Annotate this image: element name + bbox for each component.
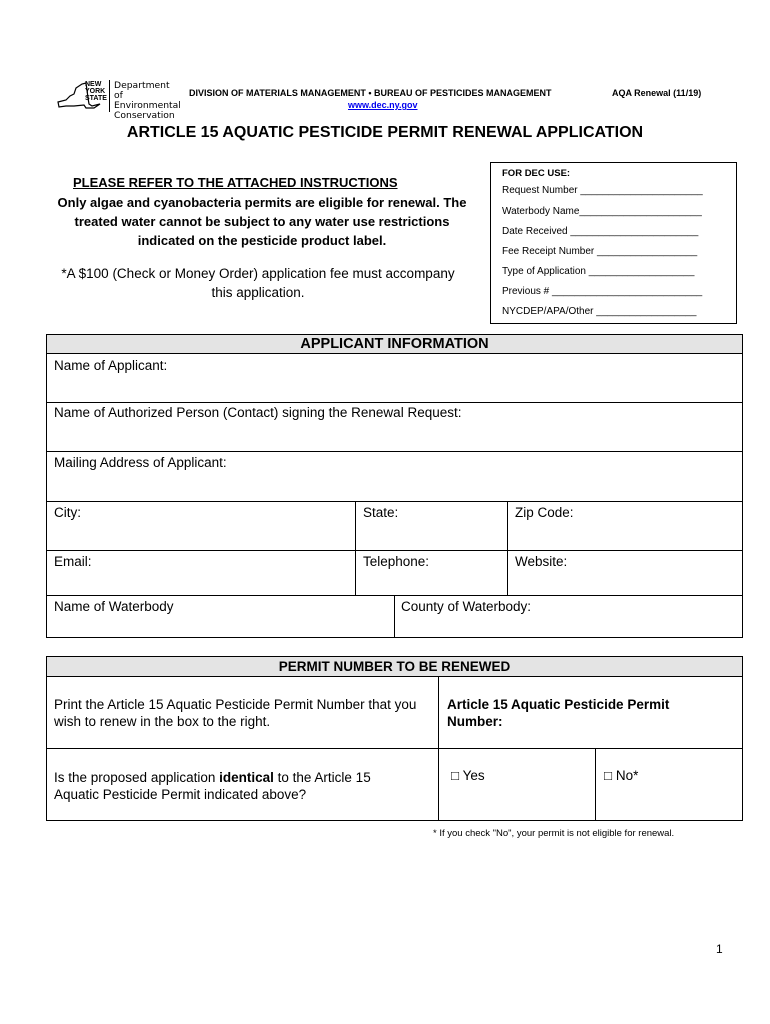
waterbody-name-label: Name of Waterbody (54, 599, 174, 614)
eligibility-note: Only algae and cyanobacteria permits are eligible for renewal. The treated water cannot be subject to any water use restrictions indicated on the pesticide product label. (57, 195, 467, 248)
yes-checkbox[interactable]: □ Yes (451, 768, 485, 783)
dec-use-box (490, 162, 737, 324)
no-option-cell (595, 748, 743, 821)
waterbody-name-field[interactable] (46, 595, 395, 638)
fee-receipt-line: Fee Receipt Number __________________ (502, 246, 698, 257)
nycdep-apa-other-line: NYCDEP/APA/Other __________________ (502, 306, 697, 317)
city-field[interactable] (46, 501, 356, 551)
logo-state-text: NEW YORK STATE (85, 81, 107, 102)
division-header: DIVISION OF MATERIALS MANAGEMENT • BUREAU OF PESTICIDES MANAGEMENT (189, 88, 552, 98)
yes-option-cell (438, 748, 596, 821)
county-of-waterbody-label: County of Waterbody: (401, 599, 532, 614)
permit-number-heading: PERMIT NUMBER TO BE RENEWED (46, 656, 743, 677)
permit-number-instruction-cell (46, 676, 439, 749)
logo-department-text: Department of Environmental Conservation (114, 80, 181, 121)
identical-question: Is the proposed application identical to the Article 15 Aquatic Pesticide Permit indicated above? (54, 770, 371, 802)
date-received-line: Date Received _______________________ (502, 226, 699, 237)
zip-code-field[interactable] (507, 501, 743, 551)
email-field[interactable] (46, 550, 356, 596)
page-title: ARTICLE 15 AQUATIC PESTICIDE PERMIT RENEWAL APPLICATION (126, 124, 644, 141)
request-number-line: Request Number ______________________ (502, 185, 703, 196)
dec-use-title: FOR DEC USE: (502, 168, 571, 179)
identical-question-cell (46, 748, 439, 821)
telephone-label: Telephone: (363, 554, 430, 569)
telephone-field[interactable] (355, 550, 508, 596)
waterbody-name-line: Waterbody Name______________________ (502, 206, 702, 217)
form-id: AQA Renewal (11/19) (612, 88, 702, 98)
applicant-name-field[interactable] (46, 353, 743, 403)
email-label: Email: (54, 554, 92, 569)
county-of-waterbody-field[interactable] (394, 595, 743, 638)
no-checkbox[interactable]: □ No* (604, 768, 639, 783)
zip-code-label: Zip Code: (515, 505, 574, 520)
state-field[interactable] (355, 501, 508, 551)
nys-dec-logo (56, 78, 181, 121)
dec-website-link[interactable]: www.dec.ny.gov (348, 100, 418, 110)
state-label: State: (363, 505, 399, 520)
instructions-heading: PLEASE REFER TO THE ATTACHED INSTRUCTIONS (73, 175, 398, 190)
applicant-name-label: Name of Applicant: (54, 358, 168, 373)
permit-number-field[interactable] (438, 676, 743, 749)
mailing-address-field[interactable] (46, 451, 743, 502)
city-label: City: (54, 505, 81, 520)
permit-number-instruction: Print the Article 15 Aquatic Pesticide Permit Number that you wish to renew in the box to the right. (54, 697, 417, 729)
website-label: Website: (515, 554, 568, 569)
contact-person-field[interactable] (46, 402, 743, 452)
contact-person-label: Name of Authorized Person (Contact) signing the Renewal Request: (54, 405, 462, 420)
fee-note: *A $100 (Check or Money Order) application fee must accompany this application. (61, 266, 455, 300)
identical-emphasis: identical (219, 770, 274, 785)
previous-number-line: Previous # ___________________________ (502, 286, 703, 297)
logo-divider (109, 80, 110, 112)
page-number: 1 (716, 942, 723, 956)
permit-number-label: Article 15 Aquatic Pesticide Permit Number: (447, 697, 670, 729)
renewal-footnote: * If you check "No", your permit is not eligible for renewal. (433, 828, 675, 839)
applicant-information-heading: APPLICANT INFORMATION (46, 334, 743, 354)
mailing-address-label: Mailing Address of Applicant: (54, 455, 227, 470)
type-of-application-line: Type of Application ___________________ (502, 266, 695, 277)
website-field[interactable] (507, 550, 743, 596)
